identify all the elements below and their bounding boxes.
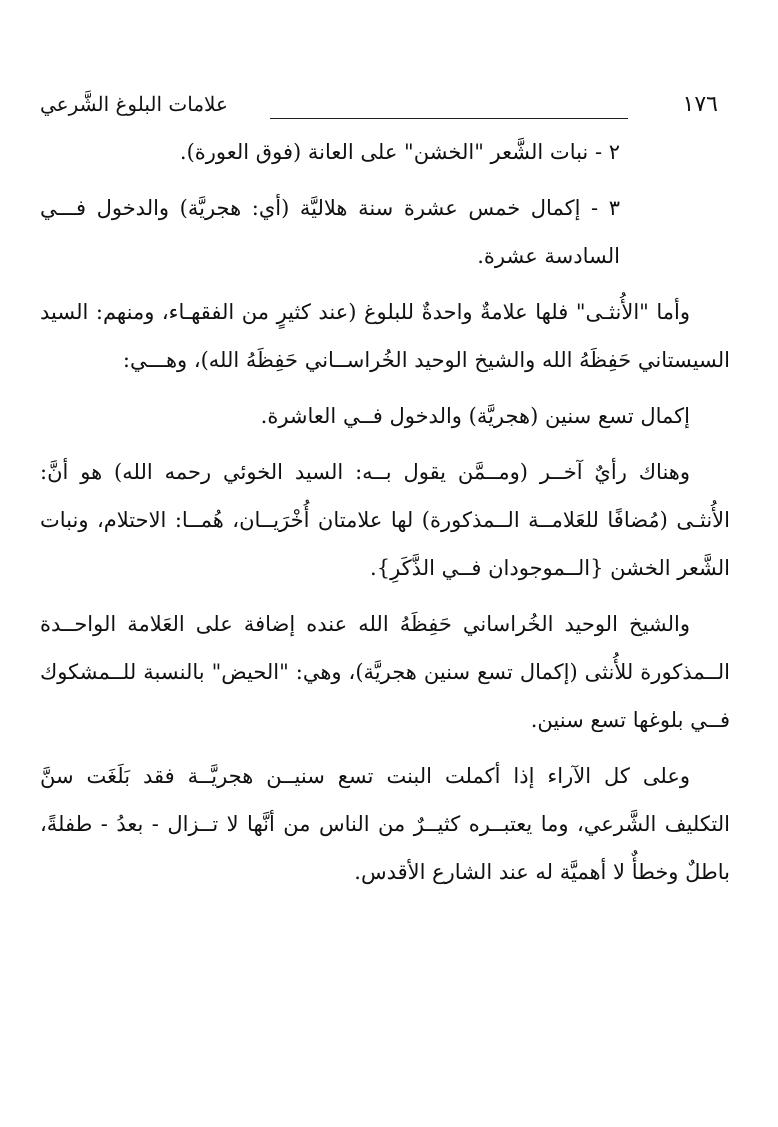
page-header <box>40 92 718 126</box>
paragraph-conclusion: وعلى كل الآراء إذا أكملت البنت تسع سنيــن هجريَّــة فقد بَلَغَت سنَّ التكليف الشَّرعي، وما يعتبــره كثيــرٌ من الناس من أنَّها لا تــزال - بعدُ - طفلةً، باطلٌ وخطأٌ لا أهميَّة له عند الشارع الأقدس. <box>40 764 730 884</box>
paragraph-khorasani: والشيخ الوحيد الخُراساني حَفِظَهُ الله عنده إضافة على العَلامة الواحــدة الــمذكورة للأُنثى (إكمال تسع سنين هجريَّة)، وهي: "الحيض" بالنسبة للــمشكوك فــي بلوغها تسع سنين. <box>40 612 730 732</box>
paragraph-female: وأما "الأُنثـى" فلها علامةٌ واحدةٌ للبلوغ (عند كثيرٍ من الفقهـاء، ومنهم: السيد السيستاني حَفِظَهُ الله والشيخ الوحيد الخُراســاني حَفِظَهُ الله)، وهـــي: <box>40 300 730 372</box>
page-body <box>40 128 730 904</box>
header-rule <box>270 118 628 119</box>
running-title: علامات البلوغ الشَّرعي <box>40 92 228 116</box>
paragraph-other-opinion: وهناك رأيٌ آخــر (ومــمَّن يقول بــه: السيد الخوئي رحمه الله) هو أنَّ: الأُنثـى (مُضافًا للعَلامــة الــمذكورة) لها علامتان أُخْرَيــان، هُمــا: الاحتلام، ونبات الشَّعر الخشن {الــموجودان فــي الذَّكَرِ}. <box>40 460 730 580</box>
paragraph-item-3: ٣ - إكمال خمس عشرة سنة هلاليَّة (أي: هجريَّة) والدخول فـــي السادسة عشرة. <box>40 196 620 268</box>
paragraph-female-sign: إكمال تسع سنين (هجريَّة) والدخول فــي العاشرة. <box>260 404 690 428</box>
page-number: ١٧٦ <box>682 92 718 117</box>
paragraph-item-2: ٢ - نبات الشَّعر "الخشن" على العانة (فوق العورة). <box>179 140 620 164</box>
